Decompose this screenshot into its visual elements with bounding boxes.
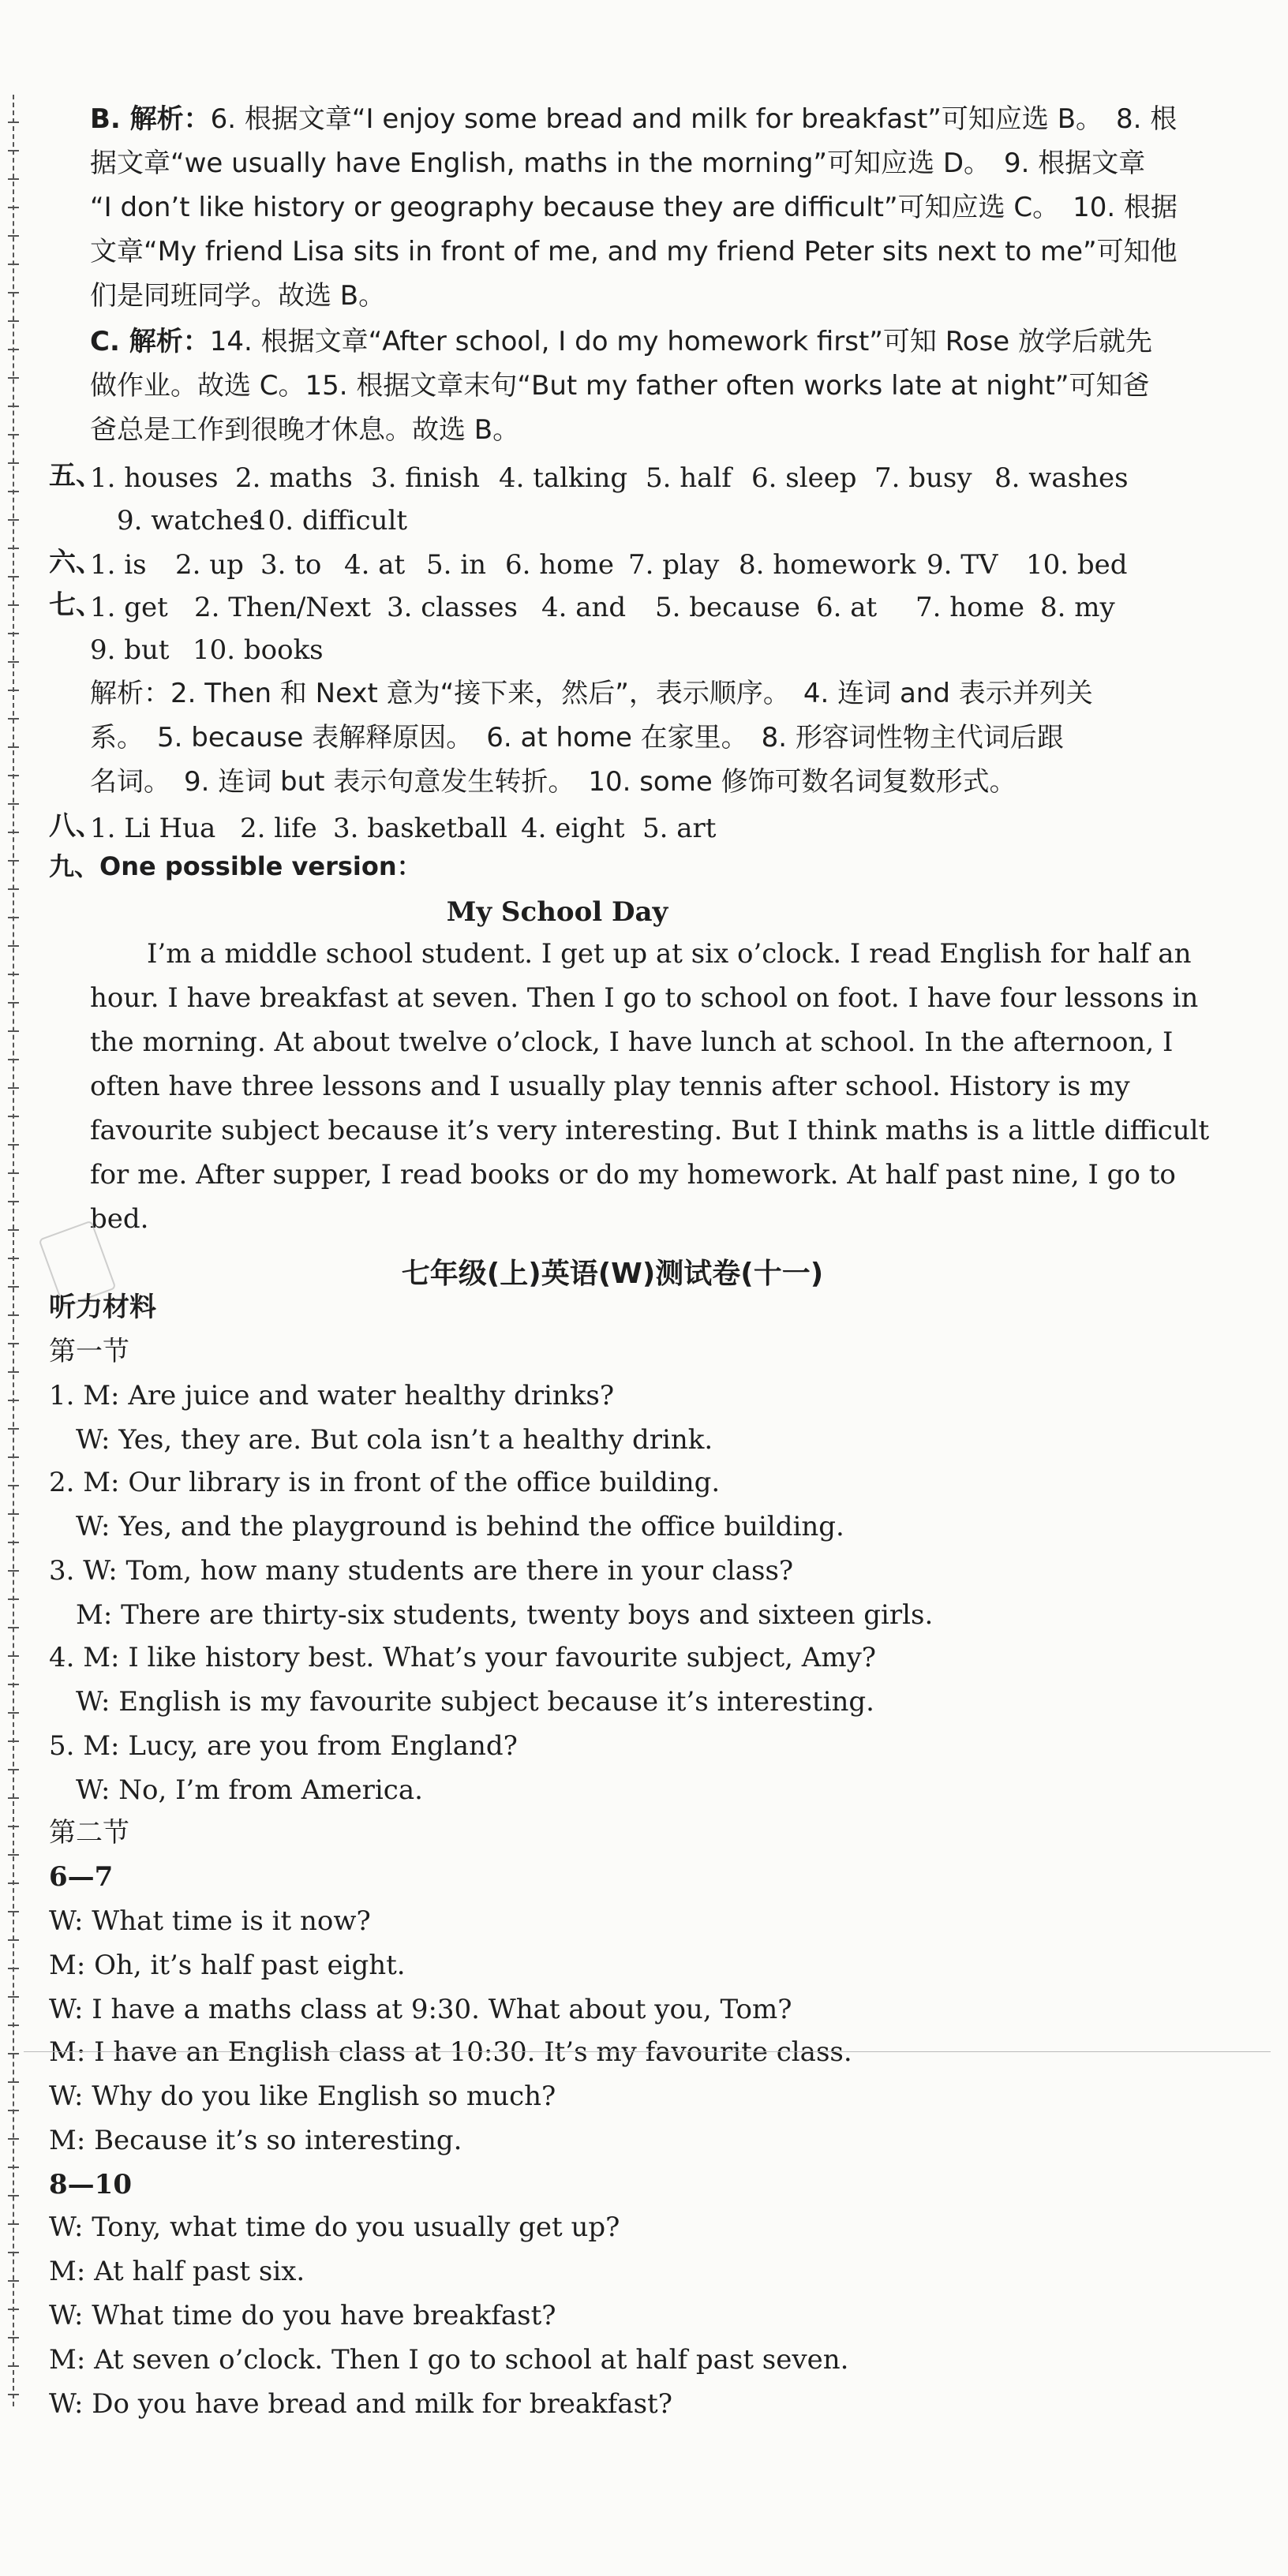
sec8-answer: 2. life	[240, 813, 317, 844]
sec6-answer: 3. to	[260, 549, 322, 581]
sec5-answer: 8. washes	[994, 462, 1129, 494]
essay-line-2: hour. I have breakfast at seven. Then I go to school on foot. I have four lessons in	[90, 982, 1199, 1014]
sec5-label: 五、	[49, 460, 103, 492]
dialogue-line: W: Tony, what time do you usually get up?	[49, 2211, 620, 2243]
b-line-1	[90, 103, 1178, 135]
dialogue-line: M: At seven o’clock. Then I go to school at half past seven.	[49, 2344, 849, 2376]
part1-heading: 第一节	[49, 1336, 129, 1367]
dialogue-line: M: Oh, it’s half past eight.	[49, 1950, 406, 1981]
group-heading: 8—10	[49, 2169, 132, 2200]
dialogue-line: M: There are thirty-six students, twenty boys and sixteen girls.	[76, 1599, 934, 1631]
sec5-answer: 9. watches	[117, 505, 263, 537]
group-heading: 6—7	[49, 1861, 114, 1893]
dialogue-line: 3. W: Tom, how many students are there in your class?	[49, 1555, 794, 1587]
dialogue-line: W: What time do you have breakfast?	[49, 2300, 556, 2331]
b-line-3: “I don’t like history or geography because they are difficult”可知应选 C。 10. 根据	[90, 192, 1178, 223]
essay-line-7: bed.	[90, 1203, 149, 1235]
sec7-answer: 10. books	[193, 634, 324, 666]
sec5-answer: 10. difficult	[251, 505, 408, 537]
sec7-analysis-3: 名词。 9. 连词 but 表示句意发生转折。 10. some 修饰可数名词复数形式。	[90, 766, 1017, 798]
sec8-answer: 3. basketball	[333, 813, 507, 844]
sec5-answer: 5. half	[646, 462, 732, 494]
test-title: 七年级(上)英语(W)测试卷(十一)	[401, 1258, 824, 1290]
essay-line-4: often have three lessons and I usually play tennis after school. History is my	[90, 1071, 1130, 1102]
sec8-answer: 5. art	[642, 813, 717, 844]
sec6-answer: 7. play	[628, 549, 720, 581]
sec5-answer: 3. finish	[371, 462, 481, 494]
essay-title: My School Day	[446, 896, 668, 928]
fold-line	[24, 2051, 1271, 2052]
sec5-answer: 6. sleep	[751, 462, 857, 494]
dialogue-line: W: English is my favourite subject because it’s interesting.	[76, 1686, 874, 1718]
sec7-answer: 5. because	[655, 592, 800, 623]
sec8-answer: 4. eight	[521, 813, 625, 844]
sec6-answer: 4. at	[344, 549, 406, 581]
b-line-2: 据文章“we usually have English, maths in the morning”可知应选 D。 9. 根据文章	[90, 148, 1146, 179]
dialogue-line: W: Yes, they are. But cola isn’t a healthy drink.	[76, 1424, 713, 1456]
dialogue-line: 5. M: Lucy, are you from England?	[49, 1730, 518, 1762]
essay-line-5: favourite subject because it’s very interesting. But I think maths is a little difficult	[90, 1115, 1210, 1146]
sec6-label: 六、	[49, 547, 103, 578]
b-line-5: 们是同班同学。故选 B。	[90, 280, 386, 312]
dialogue-line: W: No, I’m from America.	[76, 1774, 423, 1806]
sec6-answer: 2. up	[175, 549, 244, 581]
sec7-answer: 9. but	[90, 634, 170, 666]
essay-line-3: the morning. At about twelve o’clock, I have lunch at school. In the afternoon, I	[90, 1026, 1174, 1058]
sec7-answer: 6. at	[816, 592, 878, 623]
dialogue-line: 4. M: I like history best. What’s your favourite subject, Amy?	[49, 1642, 877, 1673]
dialogue-line: W: Do you have bread and milk for breakfast?	[49, 2388, 672, 2420]
dialogue-line: M: Because it’s so interesting.	[49, 2125, 462, 2156]
sec5-answer: 2. maths	[235, 462, 353, 494]
b-text-1: 6. 根据文章“I enjoy some bread and milk for breakfast”可知应选 B。 8. 根	[210, 103, 1178, 135]
sec6-answer: 5. in	[426, 549, 487, 581]
dialogue-line: M: At half past six.	[49, 2256, 305, 2287]
dialogue-line: M: I have an English class at 10:30. It’s my favourite class.	[49, 2036, 852, 2068]
sec7-analysis-2: 系。 5. because 表解释原因。 6. at home 在家里。 8. 形容词性物主代词后跟	[90, 722, 1064, 753]
sec7-label: 七、	[49, 589, 103, 621]
dialogue-line: 1. M: Are juice and water healthy drinks?	[49, 1380, 615, 1411]
c-line-1	[90, 328, 1152, 355]
essay-line-1: I’m a middle school student. I get up at six o’clock. I read English for half an	[147, 938, 1192, 970]
sec7-answer: 8. my	[1040, 592, 1115, 623]
sec5-answer: 7. busy	[874, 462, 972, 494]
part2-heading: 第二节	[49, 1817, 129, 1849]
essay-line-6: for me. After supper, I read books or do my homework. At half past nine, I go to	[90, 1159, 1176, 1191]
sec9-label: 九、One possible version：	[49, 851, 422, 881]
sec6-answer: 6. home	[505, 549, 614, 581]
c-line-3: 爸总是工作到很晚才休息。故选 B。	[90, 414, 520, 446]
sec5-answer: 4. talking	[499, 462, 628, 494]
binding-tick-marks	[8, 95, 19, 2406]
c-line-2: 做作业。故选 C。15. 根据文章末句“But my father often works late at night”可知爸	[90, 370, 1150, 402]
sec6-answer: 10. bed	[1026, 549, 1128, 581]
c-label: C. 解析：	[90, 326, 210, 357]
dialogue-line: 2. M: Our library is in front of the office building.	[49, 1467, 721, 1498]
b-label: B. 解析：	[90, 103, 211, 135]
dialogue-line: W: What time is it now?	[49, 1905, 371, 1937]
sec6-answer: 1. is	[90, 549, 147, 581]
sec6-answer: 8. homework	[739, 549, 916, 581]
sec8-answer: 1. Li Hua	[90, 813, 216, 844]
sec7-answer: 4. and	[541, 592, 627, 623]
sec7-answer: 7. home	[915, 592, 1024, 623]
dialogue-line: W: I have a maths class at 9:30. What about you, Tom?	[49, 1994, 792, 2025]
sec5-answer: 1. houses	[90, 462, 219, 494]
dialogue-line: W: Yes, and the playground is behind the office building.	[76, 1511, 844, 1542]
c-text-1: 14. 根据文章“After school, I do my homework first”可知 Rose 放学后就先	[209, 326, 1153, 357]
sec6-answer: 9. TV	[927, 549, 998, 581]
dialogue-line: W: Why do you like English so much?	[49, 2081, 556, 2112]
sec8-label: 八、	[49, 810, 103, 842]
sec7-answer: 1. get	[90, 592, 168, 623]
b-line-4: 文章“My friend Lisa sits in front of me, and my friend Peter sits next to me”可知他	[90, 236, 1178, 267]
sec7-answer: 3. classes	[387, 592, 518, 623]
listening-heading: 听力材料	[49, 1292, 156, 1323]
sec7-answer: 2. Then/Next	[194, 592, 372, 623]
sec7-analysis-1: 解析：2. Then 和 Next 意为“接下来，然后”，表示顺序。 4. 连词 and 表示并列关	[90, 678, 1093, 709]
